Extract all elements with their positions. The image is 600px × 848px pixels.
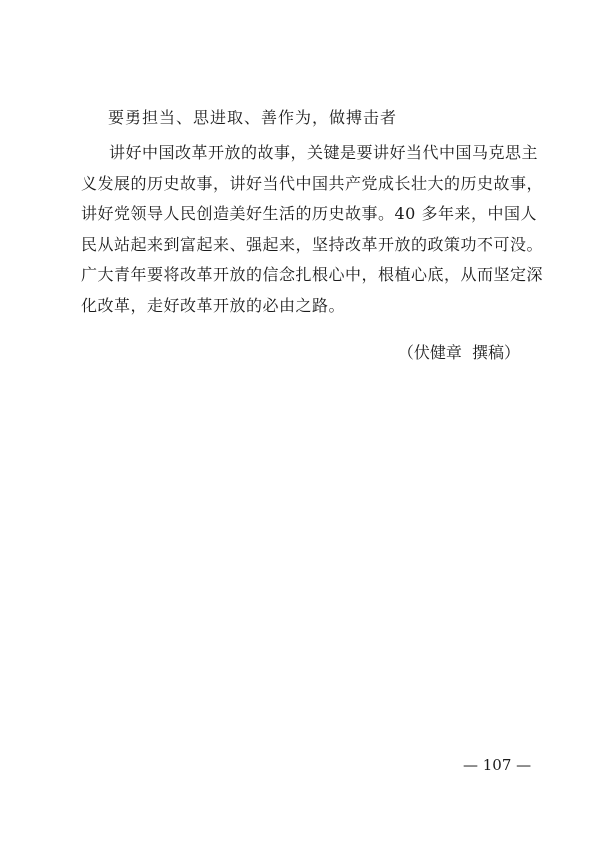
- paragraph-line: 义发展的历史故事，讲好当代中国共产党成长壮大的历史故事，: [81, 173, 544, 193]
- paragraph-line: 民从站起来到富起来、强起来，坚持改革开放的政策功不可没。: [81, 234, 544, 254]
- paragraph-line: 讲好党领导人民创造美好生活的历史故事。40 多年来，中国人: [81, 204, 537, 223]
- paragraph-line: 广大青年要将改革开放的信念扎根心中，根植心底，从而坚定深: [81, 265, 544, 284]
- body-paragraph: [81, 138, 544, 321]
- paragraph-line: 讲好中国改革开放的故事，关键是要讲好当代中国马克思主: [109, 143, 539, 162]
- page-number: — 107 —: [463, 756, 532, 774]
- paragraph-line: 化改革，走好改革开放的必由之路。: [81, 295, 346, 315]
- author-attribution: （伏健章 撰稿）: [397, 343, 520, 362]
- section-subheading: 要勇担当、思进取、善作为，做搏击者: [108, 108, 398, 127]
